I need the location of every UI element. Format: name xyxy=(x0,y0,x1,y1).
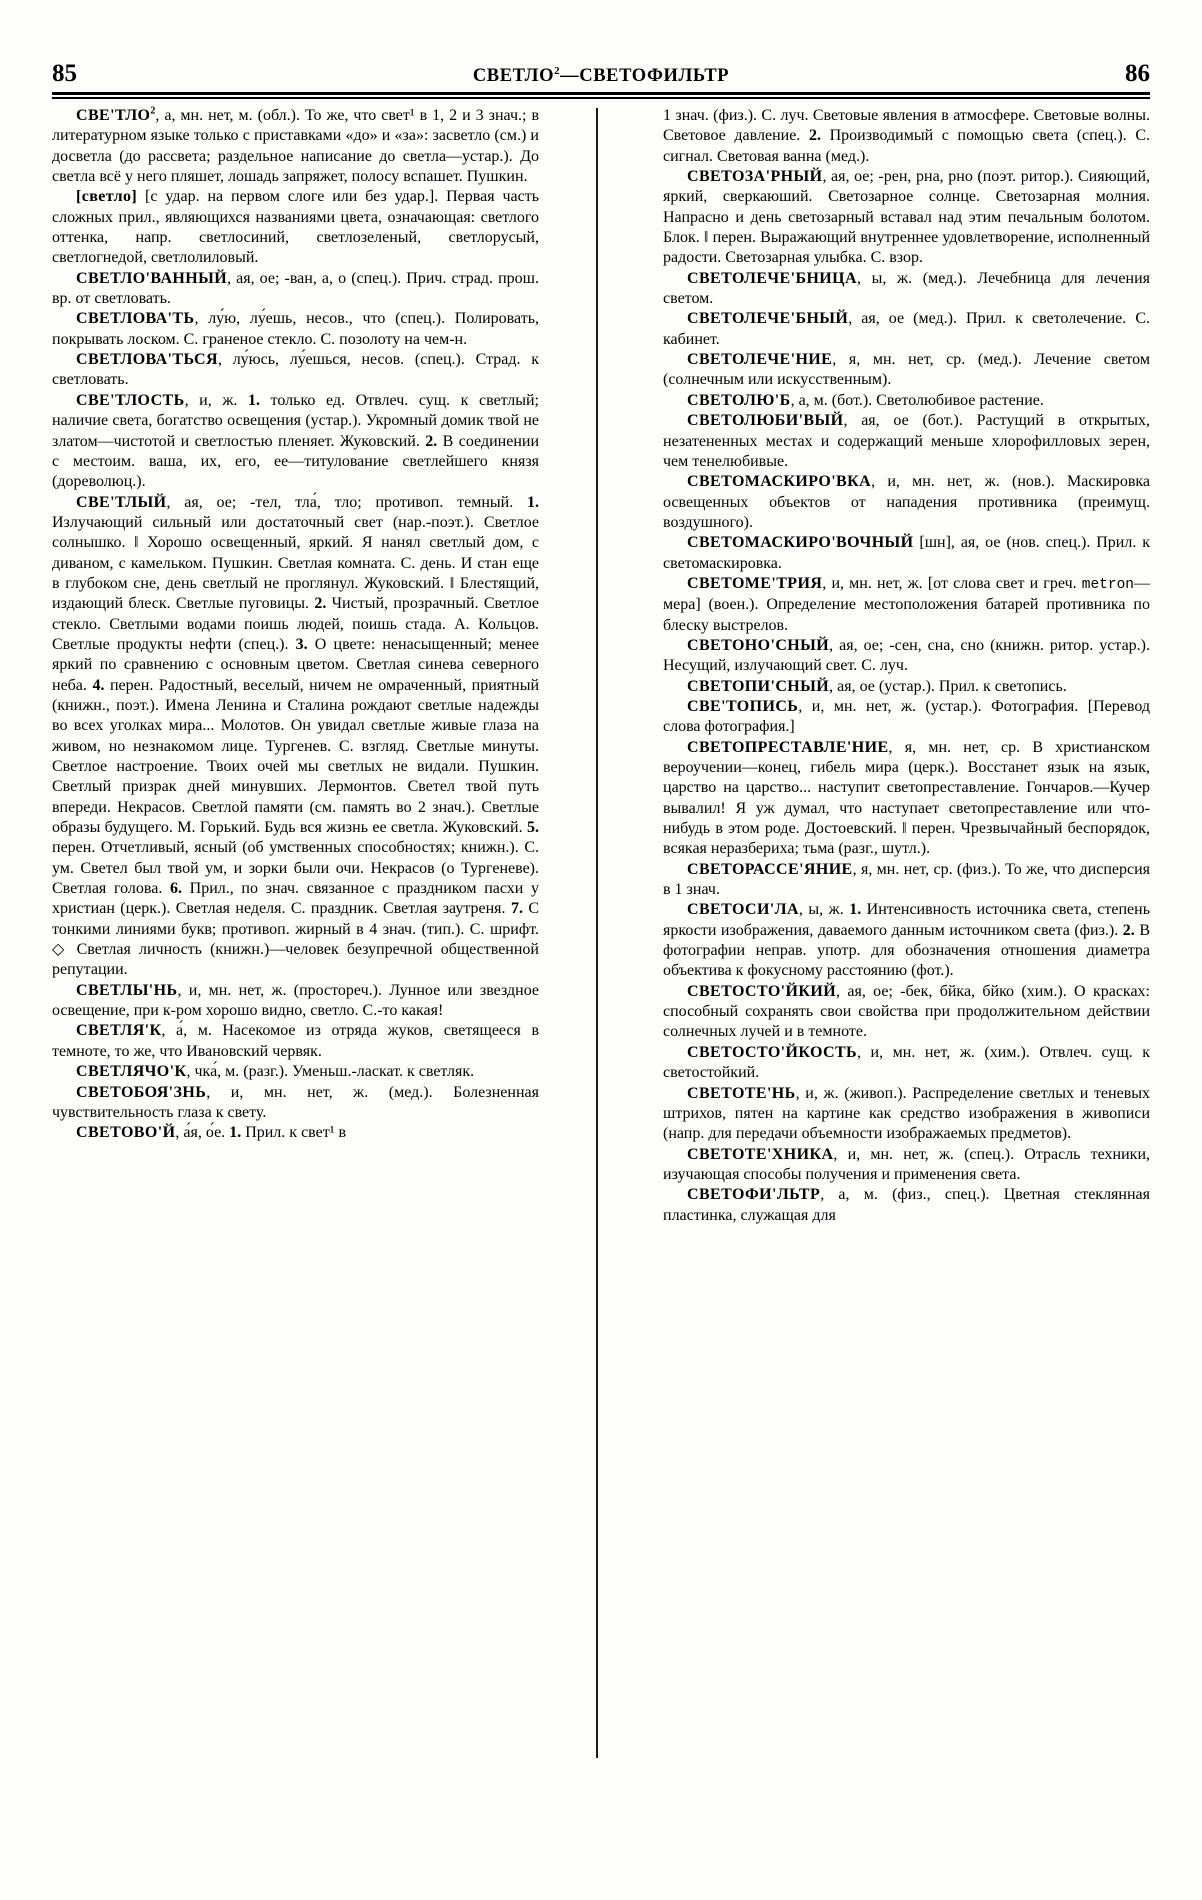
entry-headword: СВЕТОПИ'СНЫЙ xyxy=(687,677,830,695)
entry-headword: СВЕТОМАСКИРО'ВКА xyxy=(687,473,872,491)
entry-body: , и, мн. нет, ж. (устар.). Фотография. [Перевод слова фотография.] xyxy=(663,697,1150,736)
entry-headword: СВЕТОСИ'ЛА xyxy=(687,901,799,919)
entry-body: , лу́ю, лу́ешь, несов., что (спец.). Полировать, покрывать лоском. С. граненое стекло. С. позолоту на чем-н. xyxy=(52,310,539,348)
entry-headword: СВЕТОБОЯ'ЗНЬ xyxy=(76,1083,207,1101)
dictionary-entry xyxy=(52,187,539,268)
entry-headword: СВЕТОТЕ'НЬ xyxy=(687,1084,796,1102)
entry-body: , и, мн. нет, ж. (хим.). Отвлеч. сущ. к светостойкий. xyxy=(663,1043,1150,1082)
dictionary-entry xyxy=(52,1062,539,1082)
entry-body: , я, мн. нет, ср. В христианском вероучении—конец, гибель мира (церк.). Восстанет язык на язык, царство на царство... наступит светопреставление. Гончаров.—Кучер вывалил! Я уж думал, что наступает светопреставление или что-нибудь в этом роде. Достоевский. ‖ перен. Чрезвычайный беспорядок, всякая неразбериха; тьма (разг., шутл.). xyxy=(663,738,1150,858)
entry-headword-superscript: 2 xyxy=(150,105,156,117)
dictionary-entry xyxy=(663,269,1150,310)
entry-body: , и, мн. нет, ж. [от слова свет и греч. metron—мера] (воен.). Определение местоположения батарей противника по блеску выстрелов. xyxy=(663,574,1150,634)
dictionary-entry xyxy=(663,1084,1150,1145)
entry-body: , я, мн. нет, ср. (мед.). Лечение светом (солнечным или искусственным). xyxy=(663,351,1150,389)
dictionary-entry xyxy=(663,1145,1150,1186)
dictionary-entry xyxy=(663,900,1150,981)
dictionary-entry xyxy=(52,106,539,187)
entry-headword: СВЕТОПРЕСТАВЛЕ'НИЕ xyxy=(687,738,889,756)
entry-headword: СВЕТОМАСКИРО'ВОЧНЫЙ xyxy=(687,534,914,552)
folio-left: 85 xyxy=(52,60,77,87)
dictionary-entry xyxy=(663,697,1150,738)
entry-body: , и, мн. нет, ж. (спец.). Отрасль техники, изучающая способы получения и применения света. xyxy=(663,1145,1150,1183)
rule-thin xyxy=(52,97,1150,99)
entry-headword: [светло] xyxy=(76,188,138,206)
running-head-tail: —СВЕТОФИЛЬТР xyxy=(560,65,730,86)
entry-headword: СВЕТЛЫ'НЬ xyxy=(76,981,178,999)
dictionary-entry xyxy=(663,677,1150,697)
right-column xyxy=(663,106,1150,1786)
dictionary-entry xyxy=(52,981,539,1022)
dictionary-entry xyxy=(663,636,1150,677)
entry-headword: СВЕТЛЯЧО'К xyxy=(76,1063,187,1081)
dictionary-entry xyxy=(663,391,1150,411)
dictionary-entry xyxy=(52,309,539,350)
running-head xyxy=(52,52,1150,86)
entry-body: , а, м. (физ., спец.). Цветная стеклянная пластинка, служащая для xyxy=(663,1186,1150,1224)
entry-body: [шн], ая, ое (нов. спец.). Прил. к светомаскировка. xyxy=(663,534,1150,572)
dictionary-entry xyxy=(663,167,1150,269)
folio-right: 86 xyxy=(1125,60,1150,87)
entry-body: , и, ж. (живоп.). Распределение светлых и теневых штрихов, пятен на картине как средство изображения в живописи (напр. для передачи объемности изображаемых предметов). xyxy=(663,1084,1150,1143)
entry-body: , я, мн. нет, ср. (физ.). То же, что дисперсия в 1 знач. xyxy=(663,860,1150,899)
entry-body: , ы, ж. (мед.). Лечебница для лечения светом. xyxy=(663,269,1150,308)
running-head-superscript: 2 xyxy=(554,64,561,77)
dictionary-entry xyxy=(663,738,1150,860)
dictionary-entry xyxy=(663,533,1150,574)
columns-container xyxy=(52,106,1150,1786)
running-head-word: СВЕТЛО xyxy=(472,65,555,86)
entry-headword: СВЕТЛОВА'ТЬ xyxy=(76,310,195,328)
dictionary-entry xyxy=(663,574,1150,636)
entry-headword: СВЕТОЛЕЧЕ'БНИЦА xyxy=(687,269,857,287)
entry-body: 1 знач. (физ.). С. луч. Световые явления в атмосфере. Световые волны. Световое давление. 2. Производимый с помощью света (спец.). С. сигнал. Световая ванна (мед.). xyxy=(663,107,1150,165)
dictionary-entry xyxy=(52,493,539,981)
entry-body: , и, мн. нет, ж. (простореч.). Лунное или звездное освещение, при к-ром хорошо видно, светло. С.-то какая! xyxy=(52,981,539,1020)
entry-headword: СВЕТОРАССЕ'ЯНИЕ xyxy=(687,860,853,878)
entry-headword: СВЕТОЛЮБИ'ВЫЙ xyxy=(687,412,844,430)
left-column xyxy=(52,106,539,1786)
entry-body: , а, м. (бот.). Светолюбивое растение. xyxy=(790,391,1044,409)
dictionary-entry xyxy=(663,350,1150,391)
entry-body: , ая, ое; -ван, а, о (спец.). Прич. страд. прош. вр. от светловать. xyxy=(52,269,539,308)
dictionary-entry xyxy=(52,350,539,391)
entry-body: , а́я, о́е. 1. Прил. к свет¹ в xyxy=(175,1124,347,1142)
dictionary-entry xyxy=(663,1185,1150,1226)
running-head-title xyxy=(472,64,730,86)
entry-body: [с удар. на первом слоге или без удар.]. Первая часть сложных прил., являющихся названиями цвета, означающая: светлого оттенка, напр. светлосиний, светлозеленый, светлорусый, светлогнедой, светлолиловый. xyxy=(52,188,539,267)
dictionary-entry xyxy=(663,106,1150,167)
entry-body: , ая, ое (бот.). Растущий в открытых, незатененных местах и содержащий меньше хлорофилловых зерен, чем тенелюбивые. xyxy=(663,412,1150,470)
entry-body: , ая, ое (устар.). Прил. к светопись. xyxy=(829,677,1067,695)
entry-headword: СВЕ'ТЛО xyxy=(76,107,151,124)
entry-body: , а́, м. Насекомое из отряда жуков, светящееся в темноте, то же, что Ивановский червяк. xyxy=(52,1022,539,1060)
dictionary-entry xyxy=(663,309,1150,350)
entry-body: , и, мн. нет, ж. (нов.). Маскировка освещенных объектов от нападения противника (преимущ. воздушного). xyxy=(663,473,1150,531)
entry-body: , а, мн. нет, м. (обл.). То же, что свет¹ в 1, 2 и 3 знач.; в литературном языке только с приставками «до» и «за»: засветло (см.) и досветла (до рассвета; раздельное написание до светла—устар.). До светла всё у него пляшет, лошадь запряжет, полосу вспашет. Пушкин. xyxy=(52,107,539,186)
dictionary-entry xyxy=(52,1123,539,1143)
entry-body: , ая, ое (мед.). Прил. к светолечение. С. кабинет. xyxy=(663,310,1150,348)
entry-headword: СВЕТОВО'Й xyxy=(76,1124,176,1142)
dictionary-entry xyxy=(663,982,1150,1043)
dictionary-entry xyxy=(52,391,539,493)
dictionary-entry xyxy=(52,1021,539,1062)
entry-headword: СВЕ'ТОПИСЬ xyxy=(687,697,799,715)
entry-headword: СВЕТОМЕ'ТРИЯ xyxy=(687,574,823,592)
dictionary-entry xyxy=(663,472,1150,533)
entry-body: , и, ж. 1. только ед. Отвлеч. сущ. к светлый; наличие света, богатство освещения (устар.). Укромный домик твой не златом—чистотой и светлостью пленяет. Жуковский. 2. В соединении с местоим. ваша, их, его, ее—титулование светлейшего князя (дореволюц.). xyxy=(52,391,540,491)
entry-headword: СВЕТОЛЕЧЕ'НИЕ xyxy=(687,351,833,369)
entry-headword: СВЕ'ТЛОСТЬ xyxy=(76,391,185,409)
entry-headword: СВЕТОЛЮ'Б xyxy=(687,391,791,409)
entry-headword: СВЕТОТЕ'ХНИКА xyxy=(687,1145,834,1163)
entry-body: , чка́, м. (разг.). Уменьш.-ласкат. к светляк. xyxy=(186,1063,475,1081)
header-rule xyxy=(52,92,1150,99)
dictionary-entry xyxy=(52,1083,539,1124)
entry-headword: СВЕТОФИ'ЛЬТР xyxy=(687,1186,821,1204)
entry-headword: СВЕТОЗА'РНЫЙ xyxy=(687,168,823,186)
entry-body: , ы, ж. 1. Интенсивность источника света, степень яркости изображения, даваемого данным источником света (физ.). 2. В фотографии неправ. употр. для обозначения отношения диаметра объектива к фокусному расстоянию (фот.). xyxy=(663,901,1151,980)
dictionary-entry xyxy=(663,411,1150,472)
entry-headword: СВЕТЛОВА'ТЬСЯ xyxy=(76,351,218,369)
entry-headword: СВЕТЛЯ'К xyxy=(76,1022,162,1040)
dictionary-entry xyxy=(663,1043,1150,1084)
entry-body: , и, мн. нет, ж. (мед.). Болезненная чувствительность глаза к свету. xyxy=(52,1083,539,1121)
entry-headword: СВЕТОСТО'ЙКИЙ xyxy=(687,982,837,1000)
entry-body: , ая, ое; -сен, сна, сно (книжн. ритор. устар.). Несущий, излучающий свет. С. луч. xyxy=(663,636,1150,675)
entry-body: , ая, ое; -тел, тла́, тло; противоп. темный. 1. Излучающий сильный или достаточный свет (нар.-поэт.). Светлое солнышко. ‖ Хорошо освещенный, яркий. Я нанял светлый дом, с диваном, с камельком. Пушкин. Светлая комната. С. день. И стан еще в глубоком сне, день светлый не проглянул. Жуковский. ‖ Блестящий, издающий блеск. Светлые пуговицы. 2. Чистый, прозрачный. Светлое стекло. Светлыми водами поишь людей, поишь стада. А. Кольцов. Светлые продукты нефти (спец.). 3. О цвете: ненасыщенный; менее яркий по сравнению с основным цветом. Светлая синева северного неба. 4. перен. Радостный, веселый, ничем не омраченный, приятный (книжн., поэт.). Имена Ленина и Сталина рождают светлые надежды во всех уголках мира... Молотов. Он увидал светлые живые глаза на живом, но незнакомом лице. Тургенев. С. взгляд. Светлые минуты. Светлое настроение. Твоих очей мы светлых не видали. Пушкин. Светлый призрак дней минувших. Лермонтов. Светел твой путь впереди. Некрасов. Светлой памяти (см. память во 2 знач.). Светлые образы будущего. М. Горький. Будь вся жизнь ее светла. Жуковский. 5. перен. Отчетливый, ясный (об умственных способностях; книжн.). С. ум. Светел был твой ум, и зорки были очи. Некрасов (о Тургеневе). Светлая голова. 6. Прил., по знач. связанное с праздником пасхи у христиан (церк.). Светлая неделя. С. праздник. Светлая заутреня. 7. С тонкими линиями букв; противоп. жирный в 4 знач. (тип.). С. шрифт. ◇ Светлая личность (книжн.)—человек безупречной общественной репутации. xyxy=(52,493,540,979)
entry-body: , ая, ое; -бек, бйка, бйко (хим.). О красках: способный сохранять свои свойства при продолжительном действии солнечных лучей и в темноте. xyxy=(663,982,1150,1041)
entry-headword: СВЕТОСТО'ЙКОСТЬ xyxy=(687,1043,857,1061)
entry-headword: СВЕТЛО'ВАННЫЙ xyxy=(76,269,228,287)
entry-headword: СВЕТОНО'СНЫЙ xyxy=(687,636,830,654)
dictionary-entry xyxy=(52,269,539,310)
dictionary-entry xyxy=(663,860,1150,901)
entry-body: , лу́юсь, лу́ешься, несов. (спец.). Страд. к светловать. xyxy=(52,351,539,389)
entry-body: , ая, ое; -рен, рна, рно (поэт. ритор.). Сияющий, яркий, сверкаюший. Светозарное солнце. Светозарная молния. Напрасно и день светозарный вставал над этим печальным болотом. Блок. ‖ перен. Выражающий внутреннее удовлетворение, исполненный радости. Светозарная улыбка. С. взор. xyxy=(663,168,1150,267)
entry-headword: СВЕ'ТЛЫЙ xyxy=(76,493,167,511)
entry-headword: СВЕТОЛЕЧЕ'БНЫЙ xyxy=(687,310,849,328)
